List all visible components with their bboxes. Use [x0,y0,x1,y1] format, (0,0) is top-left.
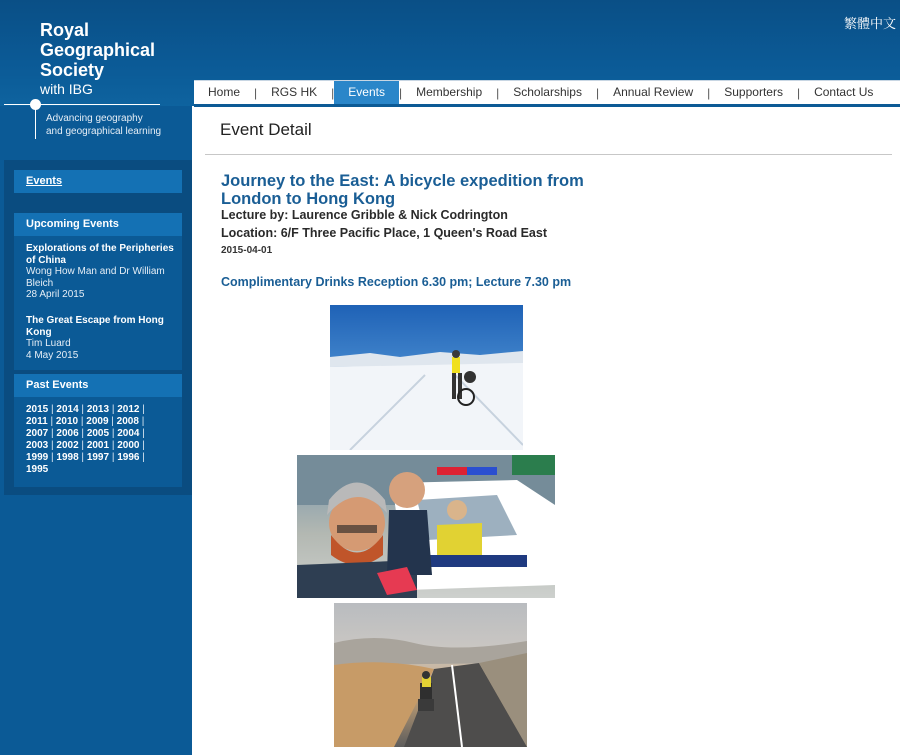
year-link-2005[interactable]: 2005 [86,428,110,439]
nav-contact-us[interactable]: Contact Us [814,85,874,99]
nav-rgs-hk[interactable]: RGS HK [271,85,318,99]
upcoming-event-title[interactable]: Explorations of the Peripheries of China [26,243,174,266]
event-lecturers: Lecture by: Laurence Gribble & Nick Codrington [221,208,508,222]
logo-line-1: Royal [40,20,90,40]
year-link-1995[interactable]: 1995 [26,464,49,475]
year-link-2009[interactable]: 2009 [86,416,109,427]
nav-annual-review[interactable]: Annual Review [613,85,694,99]
nav-separator: | [595,86,600,100]
year-link-2007[interactable]: 2007 [26,428,49,439]
nav-membership[interactable]: Membership [416,85,483,99]
year-link-2000[interactable]: 2000 [117,440,140,451]
year-link-1997[interactable]: 1997 [86,452,110,463]
year-link-2013[interactable]: 2013 [86,404,110,415]
upcoming-event-item[interactable] [26,315,176,361]
logo-line-3: Society [40,60,105,80]
logo-vertical-line [35,105,36,139]
year-link-2003[interactable]: 2003 [26,440,49,451]
event-date: 2015-04-01 [221,245,273,256]
upcoming-events-heading: Upcoming Events [14,213,182,236]
nav-supporters[interactable]: Supporters [724,85,783,99]
upcoming-event-date: 4 May 2015 [26,349,79,361]
photo-desert-cyclist [334,603,527,747]
logo-line-2: Geographical [40,40,156,60]
upcoming-event-speaker: Tim Luard [26,338,71,349]
language-switch-link[interactable]: 繁體中文 [843,16,896,31]
year-link-2008[interactable]: 2008 [116,416,139,427]
event-location: Location: 6/F Three Pacific Place, 1 Queen's Road East [221,226,547,240]
upcoming-event-date: 28 April 2015 [26,289,85,300]
nav-scholarships[interactable]: Scholarships [513,85,582,99]
main-nav [194,80,900,105]
upcoming-event-speaker: Wong How Man and Dr William Bleich [26,266,165,289]
nav-home[interactable]: Home [208,85,241,99]
upcoming-event-title[interactable]: The Great Escape from Hong Kong [26,315,164,338]
nav-separator: | [398,86,403,100]
nav-separator: | [796,86,801,100]
sidebar-events-heading[interactable]: Events [14,170,182,193]
tagline-line-1: Advancing geography [46,113,143,124]
rgs-logo[interactable] [40,20,155,98]
page-title: Event Detail [220,120,312,139]
logo-sub: with IBG [40,81,93,97]
photo-cyclists-police-car [297,455,555,598]
site-tagline [46,112,161,138]
photo-snow-cyclist [330,305,523,450]
year-link-2010[interactable]: 2010 [55,416,79,427]
year-link-2004[interactable]: 2004 [117,428,140,439]
year-link-2011[interactable]: 2011 [26,416,48,427]
year-link-1998[interactable]: 1998 [56,452,79,463]
nav-separator: | [707,86,711,100]
nav-separator: | [254,86,258,100]
year-link-2015[interactable]: 2015 [26,404,49,415]
nav-underline [194,104,900,107]
year-link-2001[interactable]: 2001 [86,440,110,451]
logo-dot-icon [30,99,41,110]
logo-divider-line [4,104,160,105]
upcoming-event-item[interactable] [26,243,176,301]
year-link-2014[interactable]: 2014 [56,404,79,415]
title-divider [205,154,892,155]
nav-separator: | [496,86,500,100]
past-events-heading: Past Events [14,374,182,397]
year-link-2002[interactable]: 2002 [56,440,79,451]
tagline-line-2: and geographical learning [46,126,162,137]
year-link-2012[interactable]: 2012 [117,404,140,415]
year-link-2006[interactable]: 2006 [56,428,79,439]
event-schedule: Complimentary Drinks Reception 6.30 pm; Lecture 7.30 pm [221,275,572,289]
nav-events[interactable]: Events [334,81,399,105]
nav-separator: | [331,86,335,100]
event-title: Journey to the East: A bicycle expedition from London to Hong Kong [221,172,584,208]
year-link-1996[interactable]: 1996 [117,452,140,463]
year-link-1999[interactable]: 1999 [26,452,49,463]
past-years-list: 2015 | 2014 | 2013 | 2012 | 2011 | 2010 | 2009 | 2008 | 2007 | 2006 | 2005 | 2004 | 2003 | 2002 | 2001 | 2000 | 1999 | 1998 | 1997 | 1996 | 1995 [26,404,145,475]
